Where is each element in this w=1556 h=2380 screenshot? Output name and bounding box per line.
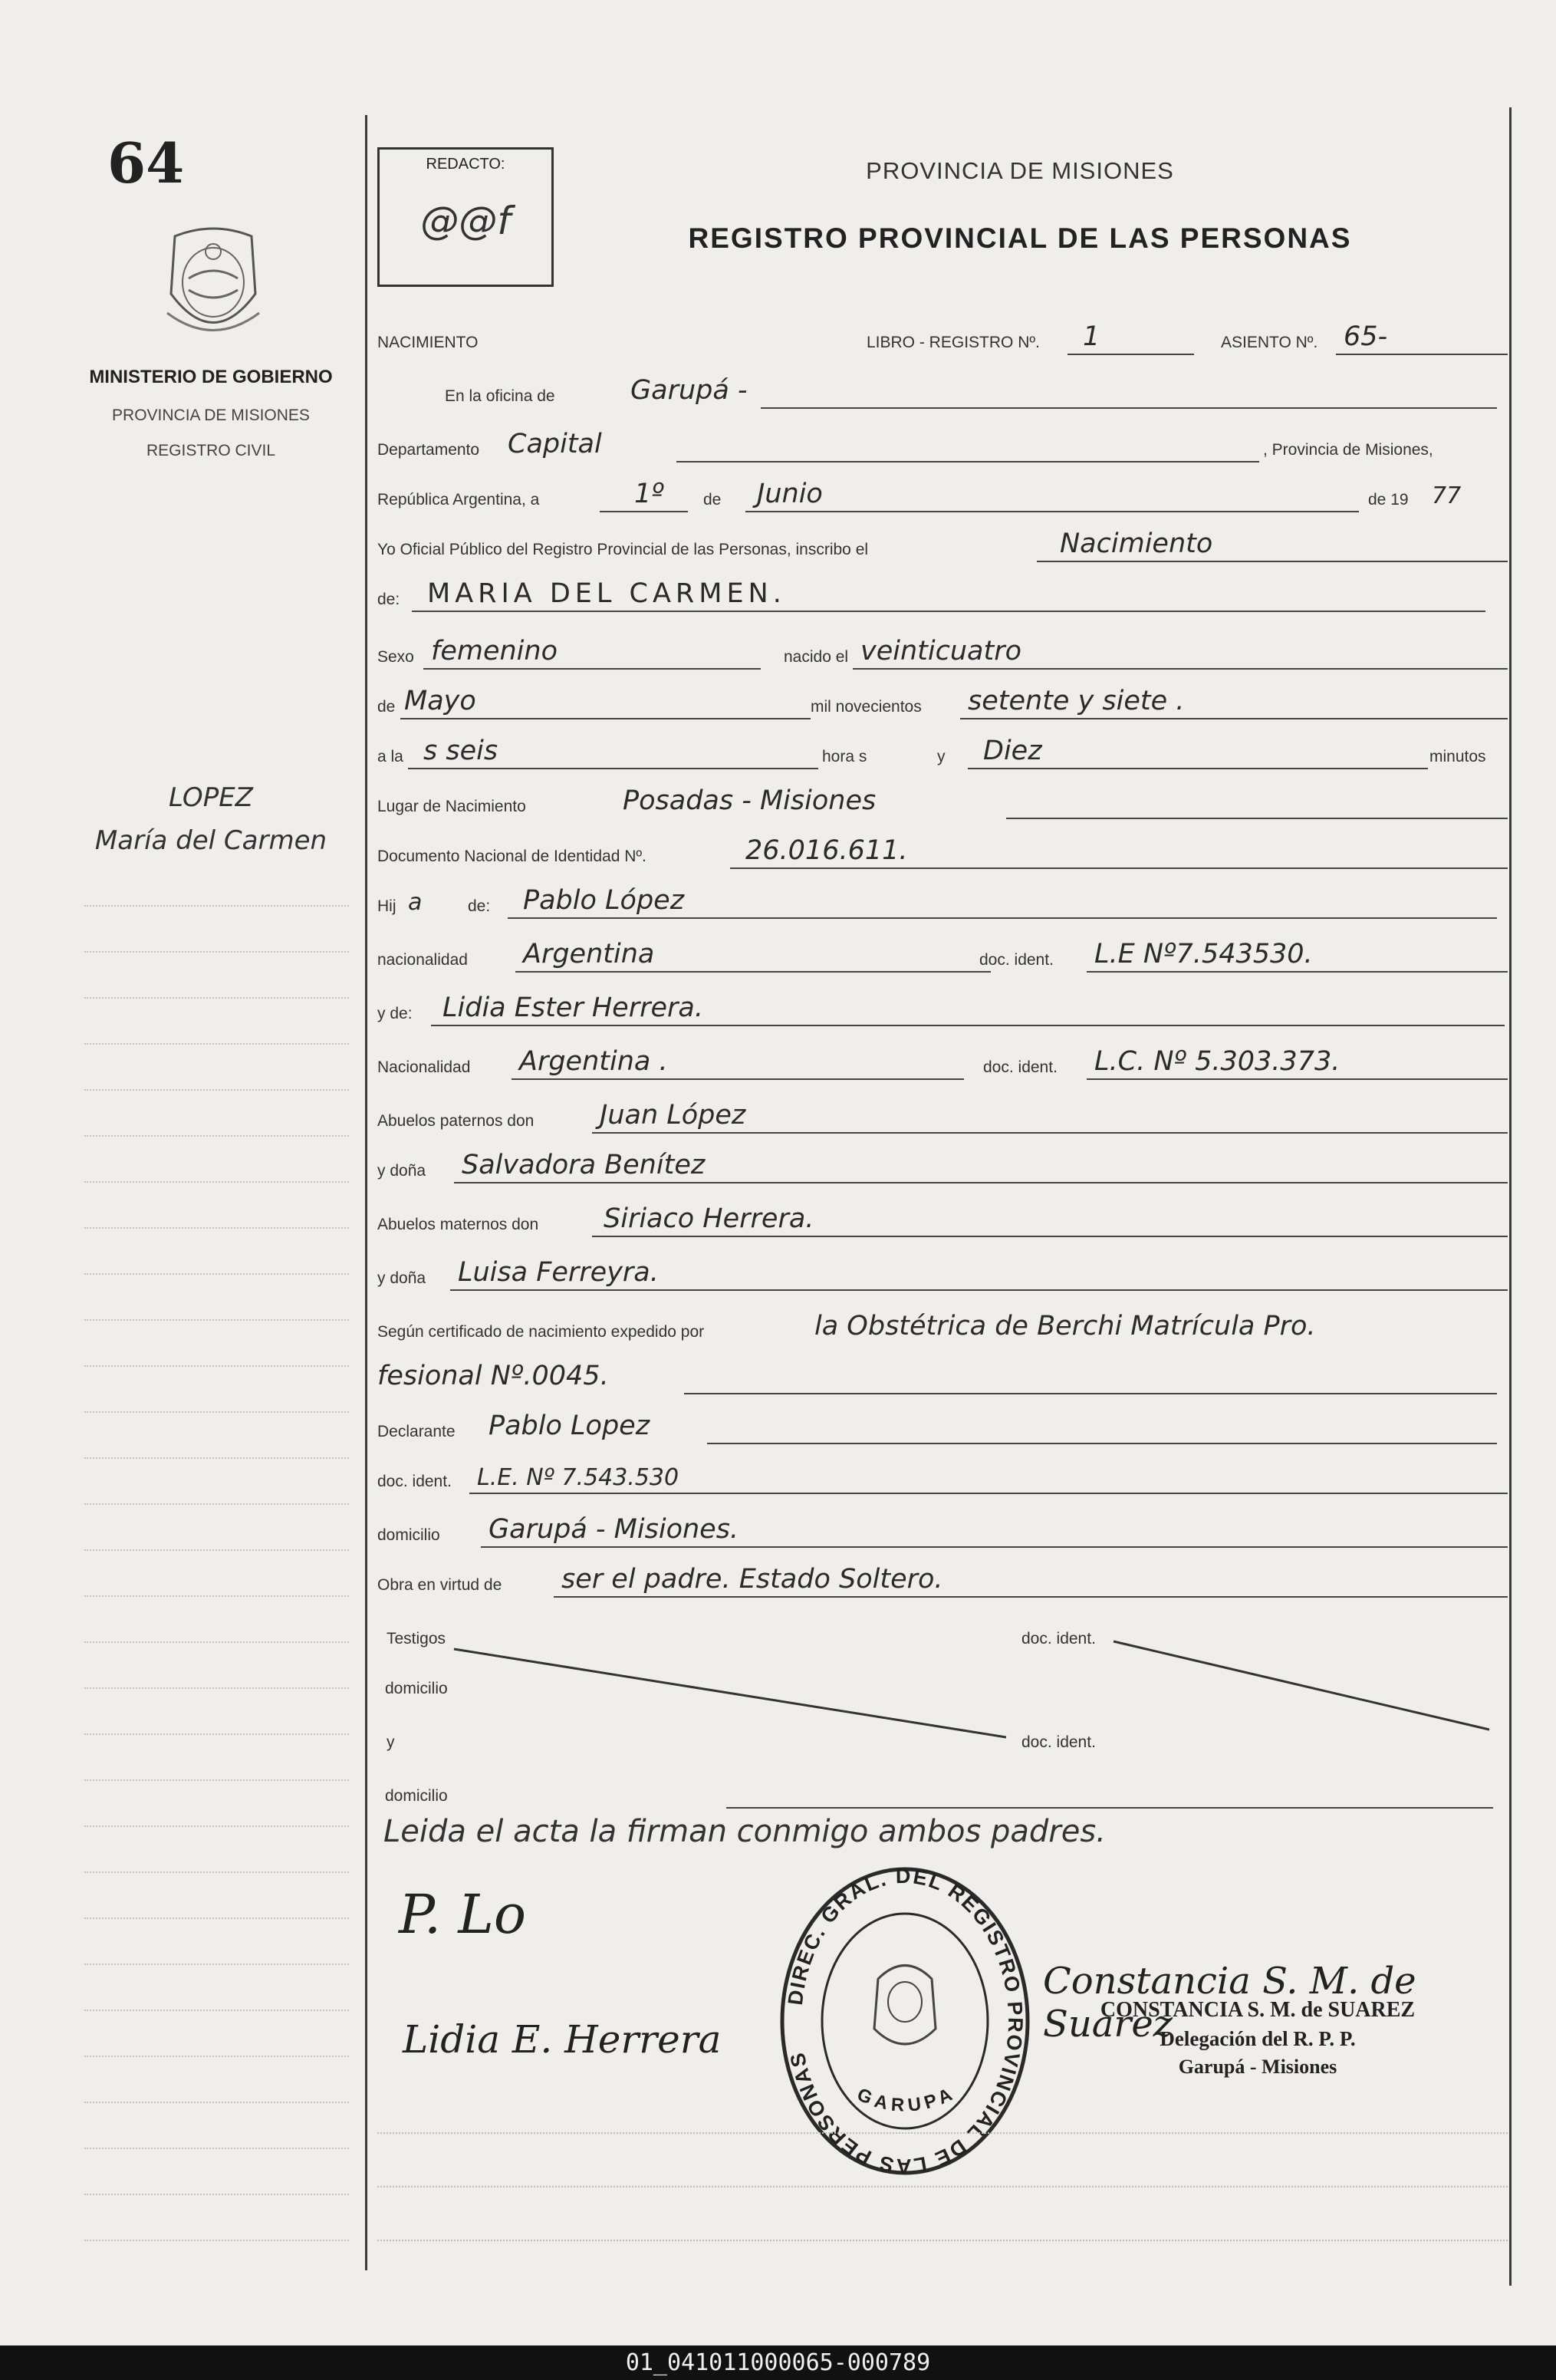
doc-declarante-row <box>377 1450 1508 1496</box>
domicilio-testigo2-label: domicilio <box>385 1787 448 1805</box>
margin-given-name: María del Carmen <box>94 825 327 856</box>
padre-row <box>377 874 1508 920</box>
mother-signature: Lidia E. Herrera <box>403 2017 722 2062</box>
anio-value: 77 <box>1432 482 1462 509</box>
doc-declarante-value: L.E. Nº 7.543.530 <box>477 1464 679 1491</box>
seal-text: DIREC. GRAL. DEL REGISTRO PROVINCIAL DE LAS PERSONAS <box>783 1864 1028 2178</box>
ministry-province: PROVINCIA DE MISIONES <box>112 407 310 424</box>
domicilio-row <box>377 1503 1508 1549</box>
nacionalidad-padre-value: Argentina <box>523 939 655 969</box>
officer-stamp-place: Garupá - Misiones <box>1178 2056 1337 2078</box>
record-type-label: NACIMIENTO <box>377 334 479 351</box>
doc-ident-padre-label: doc. ident. <box>979 951 1054 969</box>
minutos-value: Diez <box>983 736 1042 766</box>
doc-ident-madre-label: doc. ident. <box>983 1058 1058 1076</box>
oficina-value: Garupá - <box>630 375 748 406</box>
domicilio-testigo2-row <box>377 1764 1508 1810</box>
nacionalidad-padre-row <box>377 928 1508 974</box>
abuelo-materno-row <box>377 1193 1508 1239</box>
doc-ident-testigo2-label: doc. ident. <box>1021 1733 1096 1751</box>
left-frame-line <box>365 115 367 2270</box>
nombre-value: MARIA DEL CARMEN. <box>427 578 786 609</box>
certificado-value-2: fesional Nº.0045. <box>377 1361 609 1391</box>
nacionalidad-label: nacionalidad <box>377 951 468 969</box>
nacido-value: veinticuatro <box>860 636 1021 667</box>
fecha-row <box>377 468 1508 514</box>
de-nombre-label: de: <box>377 591 400 608</box>
doc-ident-declarante-label: doc. ident. <box>377 1473 452 1490</box>
record-row <box>377 311 1508 357</box>
testigos-cancel-strokes <box>377 1626 1512 1749</box>
alas-label: a la <box>377 748 403 765</box>
oficina-label: En la oficina de <box>445 387 555 405</box>
de-mes-label: de <box>377 698 396 716</box>
margin-surname: LOPEZ <box>169 782 253 813</box>
nacionalidad-madre-row <box>377 1035 1508 1081</box>
nombre-row <box>377 568 1508 614</box>
mes-nacimiento-row <box>377 675 1508 721</box>
de-label: de <box>703 491 722 509</box>
lugar-value: Posadas - Misiones <box>623 785 877 816</box>
mil-value: setente y siete . <box>968 686 1185 716</box>
libro-number: 1 <box>1083 321 1100 352</box>
dni-label: Documento Nacional de Identidad Nº. <box>377 848 646 865</box>
sexo-value: femenino <box>431 636 558 667</box>
obra-label: Obra en virtud de <box>377 1576 502 1594</box>
nacionalidad2-label: Nacionalidad <box>377 1058 471 1076</box>
registry-seal-stamp <box>775 1864 1035 2178</box>
obra-value: ser el padre. Estado Soltero. <box>561 1564 943 1595</box>
declarante-label: Declarante <box>377 1423 456 1440</box>
seal-city: GARUPA <box>854 2082 960 2116</box>
redacto-initials: @@f <box>420 199 511 243</box>
officer-signature: Constancia S. M. de Suarez <box>1043 1960 1416 2046</box>
ministry-registry: REGISTRO CIVIL <box>146 442 276 459</box>
mil-label: mil novecientos <box>811 698 922 716</box>
right-frame-line <box>1509 107 1512 2286</box>
departamento-label: Departamento <box>377 441 480 459</box>
madre-value: Lidia Ester Herrera. <box>442 992 703 1023</box>
libro-label: LIBRO - REGISTRO Nº. <box>867 334 1040 351</box>
abuela-materna-row <box>377 1246 1508 1292</box>
abuela-materna-value: Luisa Ferreyra. <box>458 1257 659 1288</box>
doc-padre-value: L.E Nº7.543530. <box>1094 939 1313 969</box>
dia-value: 1º <box>634 479 664 509</box>
closing-statement: Leida el acta la firman conmigo ambos padres. <box>383 1814 1106 1849</box>
testigos-label: Testigos <box>387 1630 446 1648</box>
madre-row <box>377 982 1508 1028</box>
abuelo-paterno-value: Juan López <box>600 1100 746 1131</box>
certificado-label: Según certificado de nacimiento expedido por <box>377 1323 705 1341</box>
domicilio-label: domicilio <box>377 1526 440 1544</box>
officer-stamp-name: CONSTANCIA S. M. de SUAREZ <box>1100 1998 1416 2022</box>
dni-value: 26.016.611. <box>745 835 908 866</box>
redacto-box <box>377 147 554 287</box>
province-heading: PROVINCIA DE MISIONES <box>866 157 1174 184</box>
abuela-paterna-value: Salvadora Benítez <box>462 1150 706 1180</box>
lugar-row <box>377 775 1508 821</box>
sexo-row <box>377 625 1508 671</box>
oficina-row <box>377 364 1508 410</box>
abuelo-paterno-row <box>377 1089 1508 1135</box>
document-id-footer: 01_041011000065-000789 <box>0 2345 1556 2380</box>
anio-label: de 19 <box>1368 491 1409 509</box>
father-signature: P. Lo <box>399 1883 527 1946</box>
domicilio-testigo1-label: domicilio <box>385 1680 448 1697</box>
svg-text:GARUPA <box>854 2082 960 2116</box>
lugar-label: Lugar de Nacimiento <box>377 798 526 815</box>
y2-label: y <box>387 1733 395 1751</box>
hija-label: Hij <box>377 897 396 915</box>
certificado-cont-row <box>377 1350 1508 1396</box>
coat-of-arms-icon <box>160 221 267 347</box>
y-de-label: y de: <box>377 1005 413 1022</box>
hora-row <box>377 725 1508 771</box>
dni-row <box>377 825 1508 871</box>
nacido-label: nacido el <box>784 648 849 666</box>
obra-row <box>377 1553 1508 1599</box>
doc-madre-value: L.C. Nº 5.303.373. <box>1094 1046 1341 1077</box>
officer-stamp-role: Delegación del R. P. P. <box>1160 2027 1356 2050</box>
oficial-label: Yo Oficial Público del Registro Provincial de las Personas, inscribo el <box>377 541 869 558</box>
declarante-row <box>377 1400 1508 1446</box>
y-label: y <box>937 748 946 765</box>
doc-ident-testigo1-label: doc. ident. <box>1021 1630 1096 1648</box>
asiento-label: ASIENTO Nº. <box>1221 334 1318 351</box>
sexo-label: Sexo <box>377 648 414 666</box>
minutos-label: minutos <box>1429 748 1486 765</box>
inscribo-row <box>377 518 1508 564</box>
departamento-row <box>377 418 1508 464</box>
ministry-title: MINISTERIO DE GOBIERNO <box>89 367 333 387</box>
hora-value: s seis <box>423 736 498 766</box>
mes-value: Junio <box>757 479 823 509</box>
republica-label: República Argentina, a <box>377 491 540 509</box>
hija-de-label: de: <box>468 897 491 915</box>
hija-suffix: a <box>408 889 423 916</box>
redacto-label: REDACTO: <box>426 156 505 173</box>
padre-value: Pablo López <box>523 885 685 916</box>
abuelos-maternos-label: Abuelos maternos don <box>377 1216 539 1233</box>
y-dona-paterna-label: y doña <box>377 1162 426 1180</box>
nacionalidad-madre-value: Argentina . <box>519 1046 668 1077</box>
abuelo-materno-value: Siriaco Herrera. <box>604 1203 814 1234</box>
asiento-value: 65- <box>1344 321 1388 352</box>
inscribo-value: Nacimiento <box>1060 528 1213 559</box>
certificado-value-1: la Obstétrica de Berchi Matrícula Pro. <box>814 1311 1316 1341</box>
domicilio-value: Garupá - Misiones. <box>489 1514 739 1545</box>
abuelos-paternos-label: Abuelos paternos don <box>377 1112 535 1130</box>
certificado-row <box>377 1300 1508 1346</box>
abuela-paterna-row <box>377 1139 1508 1185</box>
horas-label: hora s <box>822 748 867 765</box>
registry-heading: REGISTRO PROVINCIAL DE LAS PERSONAS <box>688 222 1352 254</box>
departamento-value: Capital <box>508 429 602 459</box>
y-dona-materna-label: y doña <box>377 1269 426 1287</box>
provincia-label: , Provincia de Misiones, <box>1263 441 1433 459</box>
page-number: 64 <box>107 130 185 196</box>
mes-nacimiento-value: Mayo <box>404 686 476 716</box>
declarante-value: Pablo Lopez <box>489 1411 650 1441</box>
